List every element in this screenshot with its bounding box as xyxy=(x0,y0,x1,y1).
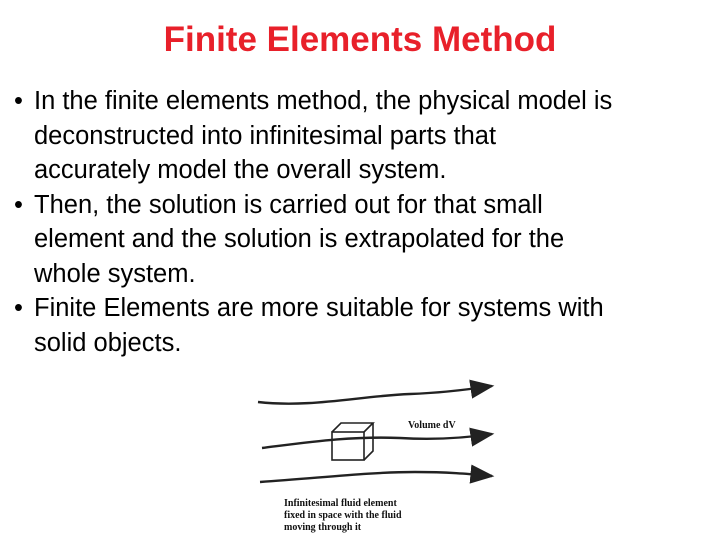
bullet-dot: • xyxy=(14,87,23,115)
streamline xyxy=(262,434,492,448)
bullet-line: Finite Elements are more suitable for systems with xyxy=(34,294,604,322)
figure-caption-line: Infinitesimal fluid element xyxy=(284,498,397,509)
fluid-element-figure xyxy=(240,378,530,540)
bullet-item xyxy=(14,291,714,360)
volume-label: Volume dV xyxy=(408,420,456,431)
streamline xyxy=(260,472,492,482)
bullet-line: accurately model the overall system. xyxy=(34,156,447,184)
bullet-line: whole system. xyxy=(34,259,196,288)
bullet-line: deconstructed into infinitesimal parts that xyxy=(34,121,497,150)
cube-icon xyxy=(332,423,373,460)
bullet-line: In the finite elements method, the physical model is xyxy=(34,87,613,115)
figure-caption-line: moving through it xyxy=(284,522,362,533)
bullet-line: element and the solution is extrapolated for the xyxy=(34,225,565,253)
fluid-element-diagram xyxy=(240,378,530,540)
streamline xyxy=(258,386,492,404)
bullet-dot: • xyxy=(14,294,23,322)
bullet-list xyxy=(14,84,714,360)
slide-title: Finite Elements Method xyxy=(163,20,557,59)
bullet-dot: • xyxy=(14,190,23,219)
bullet-item xyxy=(14,84,714,188)
bullet-item xyxy=(14,188,714,292)
figure-caption-line: fixed in space with the fluid xyxy=(284,510,402,521)
bullet-line: solid objects. xyxy=(34,328,182,357)
bullet-line: Then, the solution is carried out for that small xyxy=(34,190,543,219)
